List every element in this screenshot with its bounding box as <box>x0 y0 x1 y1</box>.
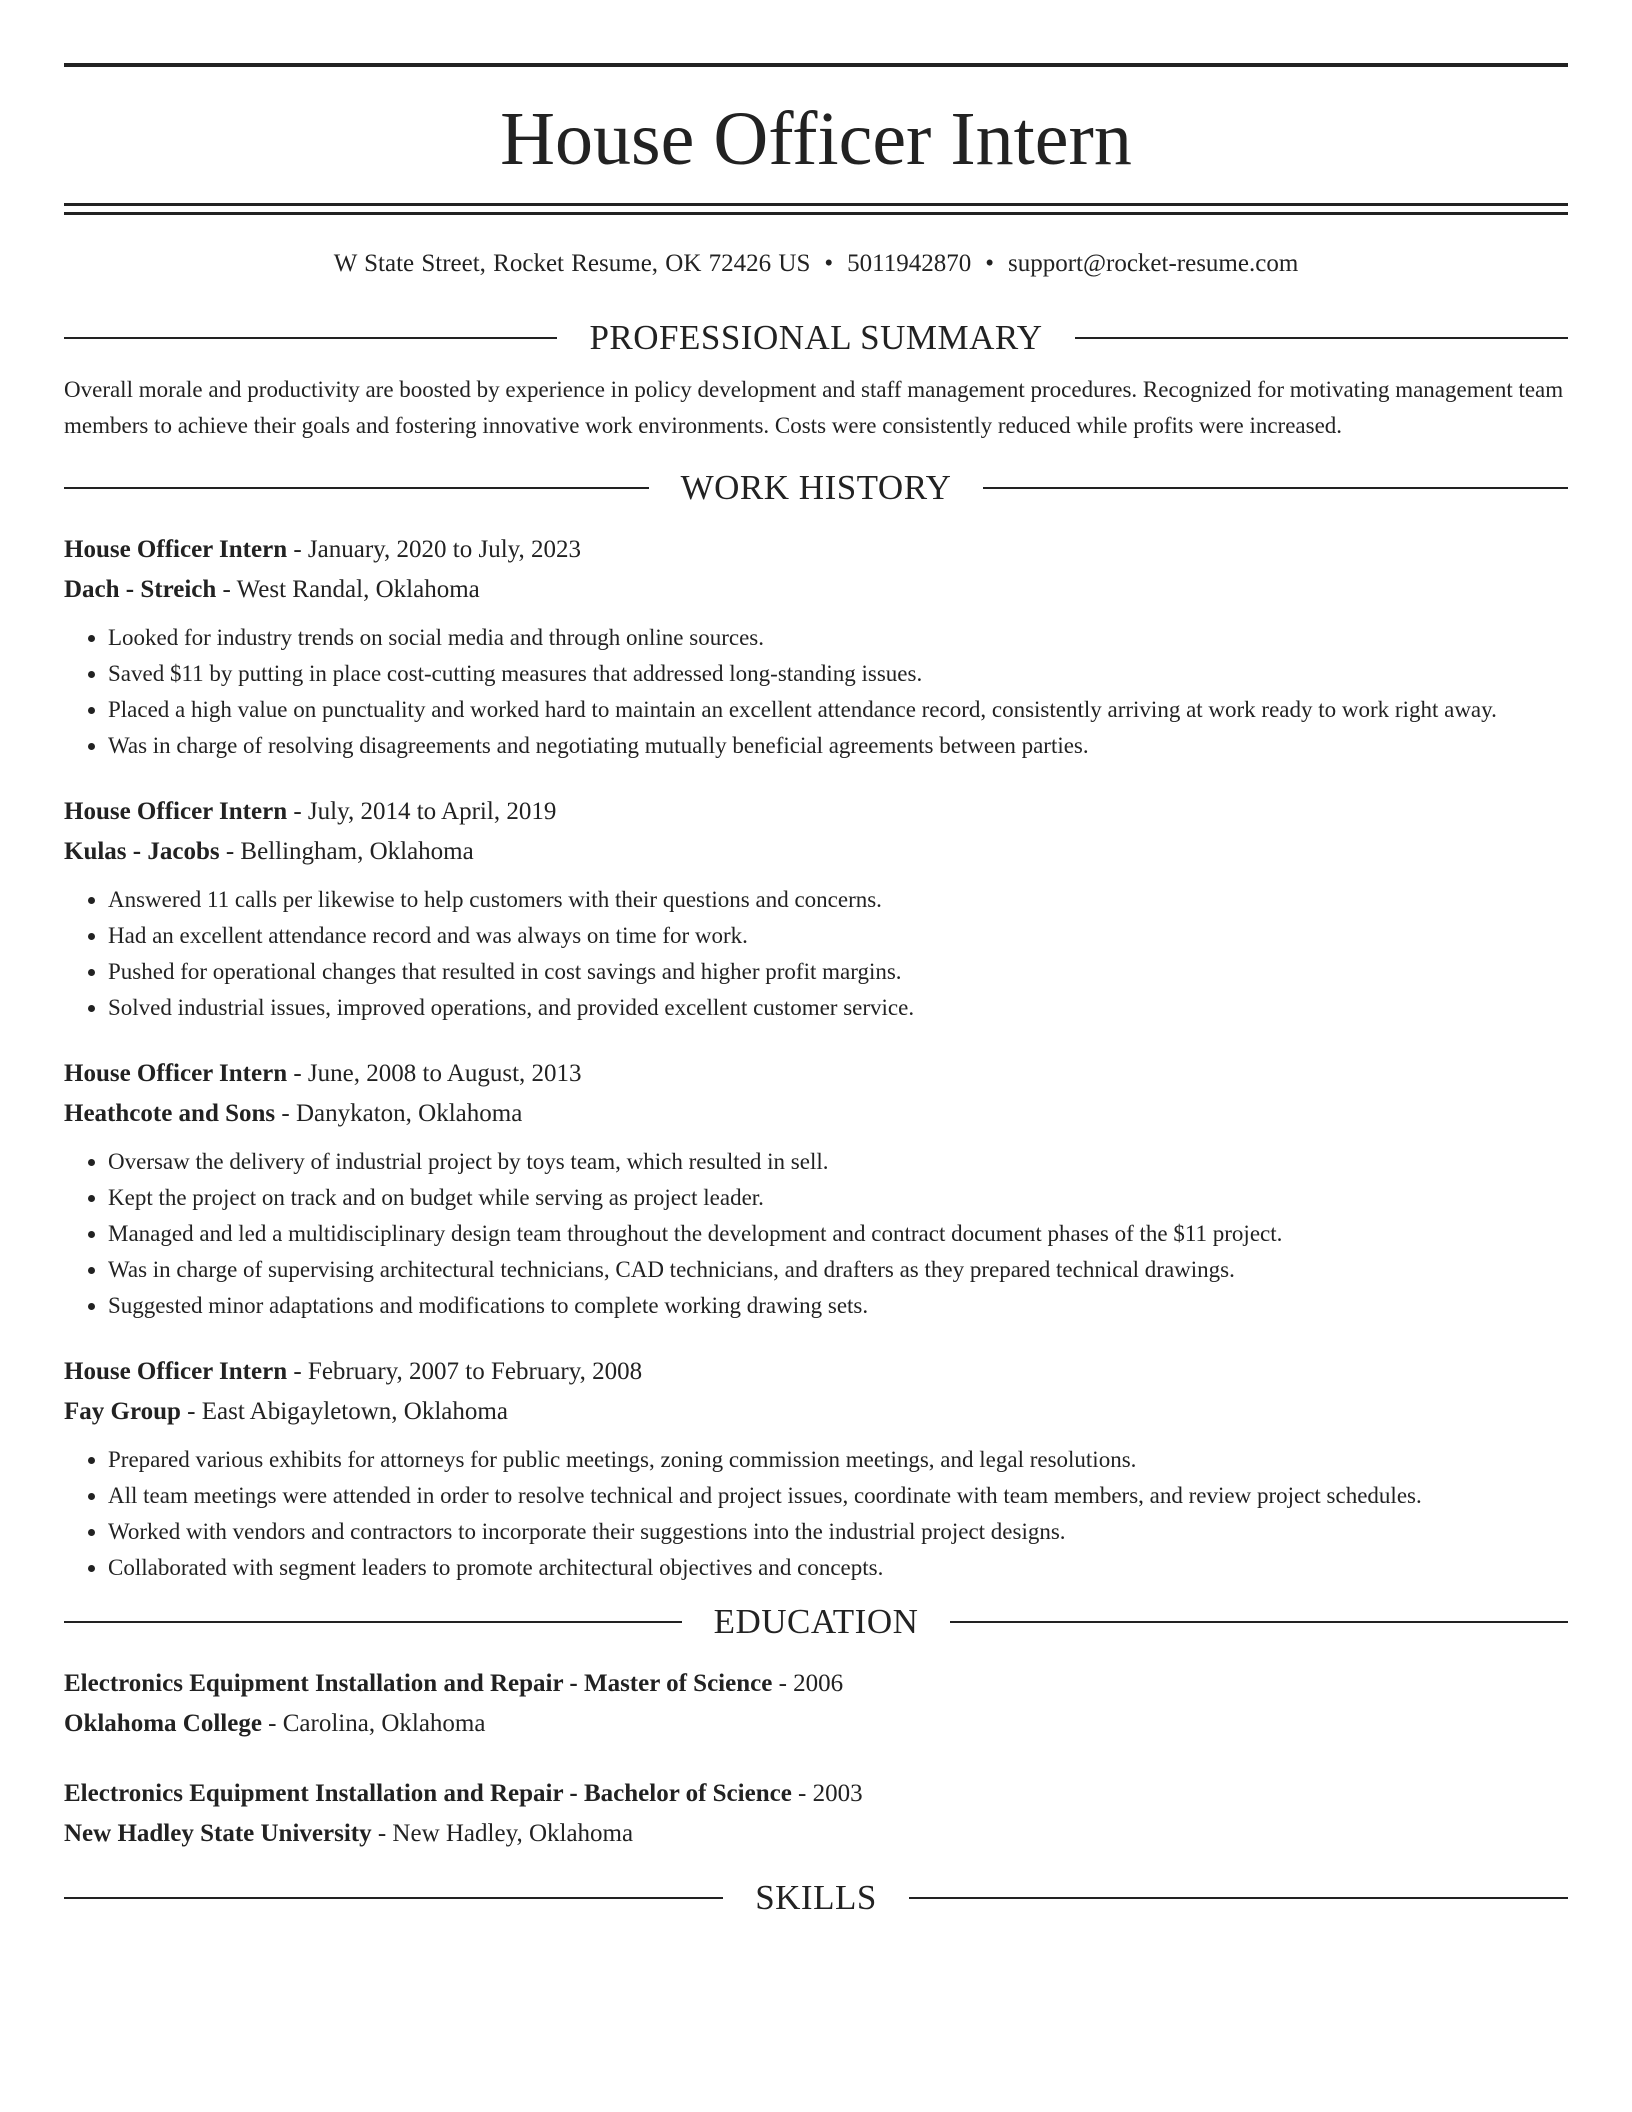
job-title-line <box>64 1352 1568 1392</box>
job-dates: - July, 2014 to April, 2019 <box>287 798 557 825</box>
contact-line <box>64 248 1568 280</box>
resume-title: House Officer Intern <box>500 97 1132 181</box>
list-item: • Collaborated with segment leaders to promote architectural objectives and concepts. <box>108 1550 1568 1586</box>
heading-rule <box>64 1621 682 1623</box>
education-list <box>64 1664 1568 1854</box>
section-title: WORK HISTORY <box>680 468 952 507</box>
job-title-line <box>64 1054 1568 1094</box>
resume-page <box>64 0 1568 1920</box>
contact-separator: • <box>985 250 994 277</box>
school-name: New Hadley State University <box>64 1820 372 1847</box>
company-location: - Bellingham, Oklahoma <box>219 838 474 865</box>
title-rule-upper <box>64 203 1568 206</box>
company-line <box>64 832 1568 872</box>
company-line <box>64 1392 1568 1432</box>
job-entry <box>64 1054 1568 1324</box>
job-entry <box>64 1352 1568 1586</box>
degree-name: Electronics Equipment Installation and Repair - Bachelor of Science <box>64 1780 792 1807</box>
top-rule <box>64 63 1568 67</box>
company-line <box>64 570 1568 610</box>
job-bullets <box>64 1442 1568 1586</box>
list-item: • Saved $11 by putting in place cost-cutting measures that addressed long-standing issues. <box>108 656 1568 692</box>
list-item: • Prepared various exhibits for attorneys for public meetings, zoning commission meetings, and legal resolutions. <box>108 1442 1568 1478</box>
list-item: • Solved industrial issues, improved operations, and provided excellent customer service. <box>108 990 1568 1026</box>
section-education-heading <box>64 1600 1568 1644</box>
degree-line <box>64 1664 1568 1704</box>
list-item: • Was in charge of resolving disagreements and negotiating mutually beneficial agreements between parties. <box>108 728 1568 764</box>
company-line <box>64 1094 1568 1134</box>
company-location: - West Randal, Oklahoma <box>216 576 480 603</box>
heading-rule <box>983 487 1568 489</box>
degree-name: Electronics Equipment Installation and Repair - Master of Science <box>64 1670 773 1697</box>
job-title: House Officer Intern <box>64 1358 288 1385</box>
degree-line <box>64 1774 1568 1814</box>
degree-year: - 2003 <box>791 1780 863 1807</box>
list-item: • Kept the project on track and on budget while serving as project leader. <box>108 1180 1568 1216</box>
title-rule-lower <box>64 212 1568 215</box>
list-item: • Answered 11 calls per likewise to help customers with their questions and concerns. <box>108 882 1568 918</box>
school-name: Oklahoma College <box>64 1710 262 1737</box>
heading-rule <box>64 487 649 489</box>
heading-rule <box>1075 337 1568 339</box>
job-bullets <box>64 620 1568 764</box>
section-skills-heading <box>64 1876 1568 1920</box>
list-item: • Suggested minor adaptations and modifications to complete working drawing sets. <box>108 1288 1568 1324</box>
school-location: - New Hadley, Oklahoma <box>371 1820 634 1847</box>
company-name: Kulas - Jacobs <box>64 838 220 865</box>
list-item: • Was in charge of supervising architectural technicians, CAD technicians, and drafters as they prepared technical drawings. <box>108 1252 1568 1288</box>
school-location: - Carolina, Oklahoma <box>261 1710 486 1737</box>
job-bullets <box>64 882 1568 1026</box>
company-name: Fay Group <box>64 1398 181 1425</box>
education-entry <box>64 1664 1568 1744</box>
contact-address: W State Street, Rocket Resume, OK 72426 US <box>333 250 811 277</box>
section-title: EDUCATION <box>713 1602 919 1641</box>
section-summary-heading <box>64 316 1568 360</box>
education-entry <box>64 1774 1568 1854</box>
job-title: House Officer Intern <box>64 798 288 825</box>
list-item: • Worked with vendors and contractors to incorporate their suggestions into the industrial project designs. <box>108 1514 1568 1550</box>
job-entry <box>64 530 1568 764</box>
company-location: - Danykaton, Oklahoma <box>275 1100 523 1127</box>
list-item: • All team meetings were attended in order to resolve technical and project issues, coordinate with team members, and review project schedules. <box>108 1478 1568 1514</box>
company-location: - East Abigayletown, Oklahoma <box>180 1398 508 1425</box>
job-bullets <box>64 1144 1568 1324</box>
heading-rule <box>64 337 557 339</box>
job-title-line <box>64 530 1568 570</box>
job-title-line <box>64 792 1568 832</box>
degree-year: - 2006 <box>772 1670 844 1697</box>
job-dates: - June, 2008 to August, 2013 <box>287 1060 582 1087</box>
job-dates: - January, 2020 to July, 2023 <box>287 536 582 563</box>
heading-rule <box>64 1897 723 1899</box>
school-line <box>64 1704 1568 1744</box>
list-item: • Managed and led a multidisciplinary design team throughout the development and contract document phases of the $11 project. <box>108 1216 1568 1252</box>
list-item: • Had an excellent attendance record and was always on time for work. <box>108 918 1568 954</box>
school-line <box>64 1814 1568 1854</box>
work-history-list <box>64 530 1568 1586</box>
heading-rule <box>950 1621 1568 1623</box>
section-title: SKILLS <box>755 1878 877 1917</box>
section-work-heading <box>64 466 1568 510</box>
company-name: Dach - Streich <box>64 576 217 603</box>
heading-rule <box>909 1897 1568 1899</box>
job-title: House Officer Intern <box>64 536 288 563</box>
summary-text: Overall morale and productivity are boosted by experience in policy development and staff management procedures. Recognized for motivating management team members to achieve their goals and fostering innovative work environments. Costs were consistently reduced while profits were increased. <box>64 377 1564 438</box>
job-entry <box>64 792 1568 1026</box>
company-name: Heathcote and Sons <box>64 1100 276 1127</box>
list-item: • Looked for industry trends on social media and through online sources. <box>108 620 1568 656</box>
list-item: • Oversaw the delivery of industrial project by toys team, which resulted in sell. <box>108 1144 1568 1180</box>
job-title: House Officer Intern <box>64 1060 288 1087</box>
contact-phone: 5011942870 <box>847 250 972 277</box>
job-dates: - February, 2007 to February, 2008 <box>287 1358 643 1385</box>
list-item: • Pushed for operational changes that resulted in cost savings and higher profit margins. <box>108 954 1568 990</box>
list-item: • Placed a high value on punctuality and worked hard to maintain an excellent attendance record, consistently arriving at work ready to work right away. <box>108 692 1568 728</box>
contact-separator: • <box>824 250 834 277</box>
contact-email: support@rocket-resume.com <box>1007 250 1299 277</box>
section-title: PROFESSIONAL SUMMARY <box>589 318 1043 357</box>
